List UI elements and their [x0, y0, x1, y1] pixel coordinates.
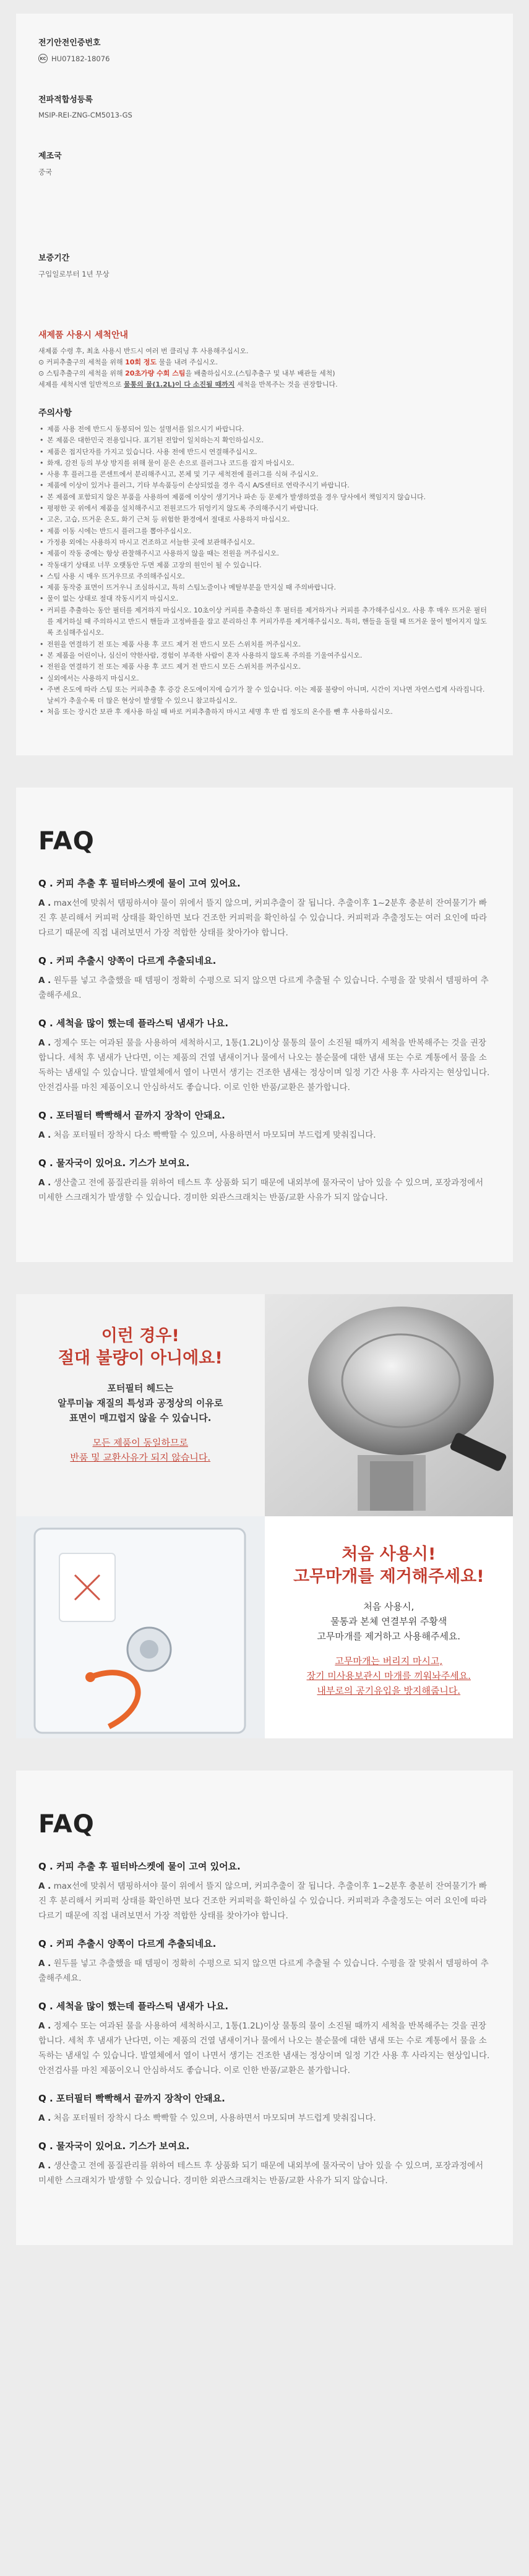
- precaution-item: • 전원을 연결하기 전 또는 제품 사용 후 코드 제거 전 반드시 모든 스위치를 꺼주십시오.: [38, 639, 491, 650]
- cleaning-line: 세제를 세척시엔 일반적으로 물통의 물(1.2L)이 다 소진될 때까지 세척을 반복주는 것을 권장합니다.: [38, 380, 338, 389]
- faq-question: Q . 포터필터 빡빡해서 끝까지 장착이 안돼요.: [38, 2092, 225, 2104]
- faq-answer-label: A .: [38, 2160, 51, 2171]
- faq-answer-label: A .: [38, 2113, 51, 2123]
- precaution-item: • 제품이 작동 중에는 항상 관찰해주시고 사용하지 않을 때는 전원을 꺼주십시오.: [38, 548, 491, 559]
- precaution-item: • 제품에 이상이 있거나 플러그, 기타 부속품등이 손상되었을 경우 즉시 A/S센터로 연락주시기 바랍니다.: [38, 480, 491, 491]
- kc-certification-icon: KC: [38, 54, 48, 63]
- precaution-item: • 고온, 고습, 뜨거운 온도, 화기 근처 등 위험한 환경에서 절대로 사용하지 마십시오.: [38, 514, 491, 525]
- precaution-item: • 작동대기 상태로 너무 오랫동안 두면 제품 고장의 원인이 될 수 있습니다.: [38, 560, 491, 571]
- faq-answer-text: 처음 포터필터 장착시 다소 빡빡할 수 있으며, 사용하면서 마모되며 부드럽게 맞춰집니다.: [53, 2113, 376, 2123]
- faq-item: [38, 954, 491, 1003]
- cleaning-line: ⊙ 커피추출구의 세척을 위해 10회 정도 물을 내려 주십시오.: [38, 358, 218, 366]
- faq-item: [38, 1109, 491, 1143]
- faq-title: FAQ: [38, 1810, 95, 1839]
- faq-item: [38, 1016, 491, 1095]
- faq-list: [38, 877, 491, 1205]
- faq-answer-label: A .: [38, 2020, 51, 2031]
- faq-answer-text: 원두를 넣고 추출했을 때 템핑이 정확히 수평으로 되지 않으면 다르게 추출될 수 있습니다. 수평을 잘 맞춰서 템핑하여 추출해주세요.: [38, 975, 489, 1000]
- spec-title: 제조국: [38, 152, 62, 161]
- precaution-item: • 평평한 곳 위에서 제품을 설치해주시고 전원코드가 뒤엉키지 않도록 주의해주시기 바랍니다.: [38, 503, 491, 514]
- spec-value: 중국: [38, 168, 53, 176]
- spec-title: 전파적합성등록: [38, 95, 93, 105]
- faq-answer: [38, 973, 491, 1003]
- faq-answer-label: A .: [38, 1177, 51, 1188]
- precaution-item: • 실외에서는 사용하지 마십시오.: [38, 673, 491, 684]
- notice-heading: 처음 사용시!: [342, 1544, 436, 1564]
- water-tank-photo: [16, 1516, 265, 1738]
- faq-item: [38, 2092, 491, 2126]
- faq-answer-text: 정제수 또는 여과된 물을 사용하여 세척하시고, 1통(1.2L)이상 물통의 물이 소진될 때까지 세척을 반복해주는 것을 권장합니다. 세척 후 냄새가 난다면, 이는 제품의 건열 냄새이거나 물에서 나오는 불순물에 대한 냄새 또는 수로 계통에서 물을 소독하는 냄새일 수 있습니다. 발열체에서 열이 나면서 생기는 건조한 냄새는 정상이며 일정 기간 사용 후 사라지는 현상입니다. 안전검사를 마친 제품이오니 안심하셔도 좋습니다. 이로 인한 반품/교환은 불가합니다.: [38, 2020, 490, 2076]
- faq-question: Q . 커피 추출시 양쪽이 다르게 추출되네요.: [38, 1938, 217, 1949]
- faq-answer: [38, 1879, 491, 1923]
- precaution-item: • 스팀 사용 시 매우 뜨거우므로 주의해주십시오.: [38, 571, 491, 582]
- precaution-item: • 가정용 외에는 사용하지 마시고 건조하고 서늘한 곳에 보관해주십시오.: [38, 537, 491, 548]
- precaution-item: • 제품은 접지단자를 가지고 있습니다. 사용 전에 반드시 연결해주십시오.: [38, 447, 491, 458]
- faq-question: Q . 물자국이 있어요. 기스가 보여요.: [38, 2140, 190, 2152]
- precaution-item: • 물이 없는 상태로 절대 작동시키지 마십시오.: [38, 593, 491, 604]
- portafilter-photo: [265, 1294, 514, 1516]
- precaution-item: • 전원을 연결하기 전 또는 제품 사용 후 코드 제거 전 반드시 모든 스위치를 꺼주십시오.: [38, 661, 491, 672]
- faq-answer: [38, 2158, 491, 2188]
- faq-question: Q . 물자국이 있어요. 기스가 보여요.: [38, 1157, 190, 1169]
- faq-answer-text: max선에 맞춰서 탬핑하셔야 물이 위에서 뜰지 않으며, 커피추출이 잘 됩니다. 추출이후 1~2분후 충분히 잔여물기가 빠진 후 분리해서 커피퍽 상태를 확인하면 보다 건조한 커피퍽을 확인하실 수 있습니다. 커피퍽과 추출정도는 여러 요인에 따라 다르기 때문에 직접 내려보면서 가장 적합한 상태를 찾아가야 합니다.: [38, 1881, 487, 1921]
- faq-answer-label: A .: [38, 1958, 51, 1968]
- spec-item-certification: [38, 36, 491, 63]
- spec-item-warranty: [38, 251, 491, 279]
- precaution-item: • 본 제품에 포함되지 않은 부품을 사용하여 제품에 이상이 생기거나 파손 등 문제가 발생하였을 경우 당사에서 책임지지 않습니다.: [38, 492, 491, 503]
- cleaning-line: 새제품 수령 후, 최초 사용시 반드시 여러 번 클리닝 후 사용해주십시오.: [38, 347, 249, 355]
- precautions: [38, 406, 491, 718]
- spec-value: HU07182-18076: [51, 54, 110, 63]
- faq-answer: [38, 1956, 491, 1986]
- faq-answer-label: A .: [38, 1130, 51, 1140]
- precaution-item: • 처음 또는 장시간 보관 후 재사용 하실 때 바로 커피추출하지 마시고 세명 후 반 컵 정도의 온수를 뺀 후 사용하십시오.: [38, 706, 491, 718]
- precautions-list: [38, 424, 491, 718]
- notice-sub: 고무마개는 버리지 마시고, 장기 미사용보관시 마개를 끼워놔주세요. 내부로의 공기유입을 방지해줍니다.: [306, 1655, 471, 1696]
- promo-grid: [16, 1294, 513, 1738]
- notice-remove-cap: 처음 사용시! 고무마개를 제거해주세요! 처음 사용시, 물통과 본체 연결부위 주황색 고무마개를 제거하고 사용해주세요. 고무마개는 버리지 마시고, 장기 미사용보관시 마개를 끼워놔주세요. 내부로의 공기유입을 방지해줍니다.: [265, 1516, 514, 1738]
- notice-not-defect: 이런 경우! 절대 불량이 아니에요! 포터필터 헤드는 알루미늄 재질의 특성과 공정상의 이유로 표면이 매끄럽지 않을 수 있습니다. 모든 제품이 동일하므로 반품 및 교환사유가 되지 않습니다.: [16, 1294, 265, 1516]
- precaution-item: • 제품 동작중 표면이 뜨거우니 조심하시고, 특히 스팀노즐이나 메탈부분을 만지실 때 주의바랍니다.: [38, 582, 491, 593]
- faq-question: Q . 커피 추출 후 필터바스켓에 물이 고여 있어요.: [38, 1860, 241, 1872]
- faq-section: [16, 788, 513, 1262]
- faq-answer: [38, 1036, 491, 1095]
- spec-caution-panel: [16, 14, 513, 755]
- notice-heading: 절대 불량이 아니에요!: [58, 1348, 223, 1368]
- faq-item: [38, 1937, 491, 1986]
- notice-heading: 고무마개를 제거해주세요!: [293, 1566, 484, 1586]
- faq-answer-label: A .: [38, 898, 51, 908]
- faq-question: Q . 세척을 많이 했는데 플라스틱 냄새가 나요.: [38, 2000, 229, 2012]
- faq-title: FAQ: [38, 826, 95, 856]
- faq-section-repeat: [16, 1771, 513, 2245]
- faq-item: [38, 877, 491, 940]
- faq-list: [38, 1860, 491, 2188]
- faq-item: [38, 1999, 491, 2078]
- precaution-item: • 사용 후 플러그를 콘센트에서 분리해주시고, 본체 및 기구 세척전에 플러그를 식혀 주십시오.: [38, 469, 491, 480]
- precaution-item: • 커피를 추출하는 동안 필터를 제거하지 마십시오. 10초이상 커피를 추출하신 후 필터를 제거하거나 커피를 추가해주십시오. 사용 후 매우 뜨거운 필터를 제거하실 때 주의하시고 반드시 핸들과 고정바를을 잡고 분리하신 후 커피가루를 제거해주십시오. 특히, 핸들을 돌릴 때 뜨거운 물이 떨어지지 않도록 조심해주십시오.: [38, 605, 491, 639]
- faq-answer: [38, 2019, 491, 2078]
- faq-answer: [38, 1175, 491, 1205]
- faq-answer-text: max선에 맞춰서 탬핑하셔야 물이 위에서 뜰지 않으며, 커피추출이 잘 됩니다. 추출이후 1~2분후 충분히 잔여물기가 빠진 후 분리해서 커피퍽 상태를 확인하면 보다 건조한 커피퍽을 확인하실 수 있습니다. 커피퍽과 추출정도는 여러 요인에 따라 다르기 때문에 직접 내려보면서 가장 적합한 상태를 찾아가야 합니다.: [38, 898, 487, 938]
- faq-answer-text: 처음 포터필터 장착시 다소 빡빡할 수 있으며, 사용하면서 마모되며 부드럽게 맞춰집니다.: [53, 1130, 376, 1140]
- faq-answer: [38, 896, 491, 940]
- faq-question: Q . 포터필터 빡빡해서 끝까지 장착이 안돼요.: [38, 1109, 225, 1121]
- notice-sub: 모든 제품이 동일하므로 반품 및 교환사유가 되지 않습니다.: [70, 1436, 211, 1463]
- precautions-title: 주의사항: [38, 408, 72, 418]
- faq-answer-text: 원두를 넣고 추출했을 때 템핑이 정확히 수평으로 되지 않으면 다르게 추출될 수 있습니다. 수평을 잘 맞춰서 템핑하여 추출해주세요.: [38, 1958, 489, 1983]
- faq-answer-label: A .: [38, 975, 51, 985]
- faq-question: Q . 세척을 많이 했는데 플라스틱 냄새가 나요.: [38, 1017, 229, 1029]
- spec-item-radio: [38, 93, 491, 119]
- spec-value: MSIP-REI-ZNG-CM5013-GS: [38, 111, 132, 119]
- precaution-item: • 제품 사용 전에 반드시 동봉되어 있는 설명서를 읽으시기 바랍니다.: [38, 424, 491, 435]
- precaution-item: • 본 제품을 어린이나, 심신이 약한사람, 경험이 부족한 사람이 혼자 사용하지 않도록 주의를 기울여주십시오.: [38, 650, 491, 661]
- precaution-item: • 본 제품은 대한민국 전용입니다. 표기된 전압이 일치하는지 확인하십시오.: [38, 435, 491, 446]
- faq-answer-text: 생산출고 전에 품질관리를 위하여 테스트 후 상품화 되기 때문에 내외부에 물자국이 남아 있을 수 있으며, 포장과정에서 미세한 스크래치가 발생할 수 있습니다. 경미한 외관스크래치는 반품/교환 사유가 되지 않습니다.: [38, 2160, 484, 2186]
- faq-question: Q . 커피 추출 후 필터바스켓에 물이 고여 있어요.: [38, 877, 241, 889]
- precaution-item: • 주변 온도에 따라 스팀 또는 커피추출 후 증강 온도에이지에 습기가 찰 수 있습니다. 이는 제품 불량이 아니며, 시간이 지나면 자연스럽게 사라집니다. 날씨가 추울수록 더 많은 현상이 발생할 수 있으니 참고하십시오.: [38, 684, 491, 707]
- faq-question: Q . 커피 추출시 양쪽이 다르게 추출되네요.: [38, 955, 217, 966]
- spec-item-origin: [38, 149, 491, 177]
- faq-answer: [38, 2111, 491, 2126]
- precaution-item: • 화재, 감전 등의 부상 방지를 위해 물이 묻은 손으로 플러그나 코드를 잡지 마십시오.: [38, 458, 491, 469]
- faq-item: [38, 1156, 491, 1205]
- cleaning-guide-title: 새제품 사용시 세척안내: [38, 330, 128, 340]
- faq-answer-label: A .: [38, 1037, 51, 1048]
- faq-answer-label: A .: [38, 1881, 51, 1891]
- spec-title: 전기안전인증번호: [38, 38, 101, 48]
- faq-answer: [38, 1128, 491, 1143]
- spec-title: 보증기간: [38, 254, 70, 263]
- notice-heading: 이런 경우!: [101, 1326, 179, 1346]
- cleaning-guide: [38, 328, 491, 390]
- faq-answer-text: 생산출고 전에 품질관리를 위하여 테스트 후 상품화 되기 때문에 내외부에 물자국이 남아 있을 수 있으며, 포장과정에서 미세한 스크래치가 발생할 수 있습니다. 경미한 외관스크래치는 반품/교환 사유가 되지 않습니다.: [38, 1177, 484, 1203]
- faq-item: [38, 1860, 491, 1923]
- cleaning-line: ⊙ 스팀추출구의 세척을 위해 20초가량 수회 스팀을 배출하십시오.(스팀추출구 및 내부 배관들 세척): [38, 369, 335, 377]
- faq-answer-text: 정제수 또는 여과된 물을 사용하여 세척하시고, 1통(1.2L)이상 물통의 물이 소진될 때까지 세척을 반복해주는 것을 권장합니다. 세척 후 냄새가 난다면, 이는 제품의 건열 냄새이거나 물에서 나오는 불순물에 대한 냄새 또는 수로 계통에서 물을 소독하는 냄새일 수 있습니다. 발열체에서 열이 나면서 생기는 건조한 냄새는 정상이며 일정 기간 사용 후 사라지는 현상입니다. 안전검사를 마친 제품이오니 안심하셔도 좋습니다. 이로 인한 반품/교환은 불가합니다.: [38, 1037, 490, 1093]
- faq-item: [38, 2139, 491, 2188]
- precaution-item: • 제품 이동 시에는 반드시 플러그를 뽑아주십시오.: [38, 526, 491, 537]
- spec-value: 구입일로부터 1년 무상: [38, 270, 110, 278]
